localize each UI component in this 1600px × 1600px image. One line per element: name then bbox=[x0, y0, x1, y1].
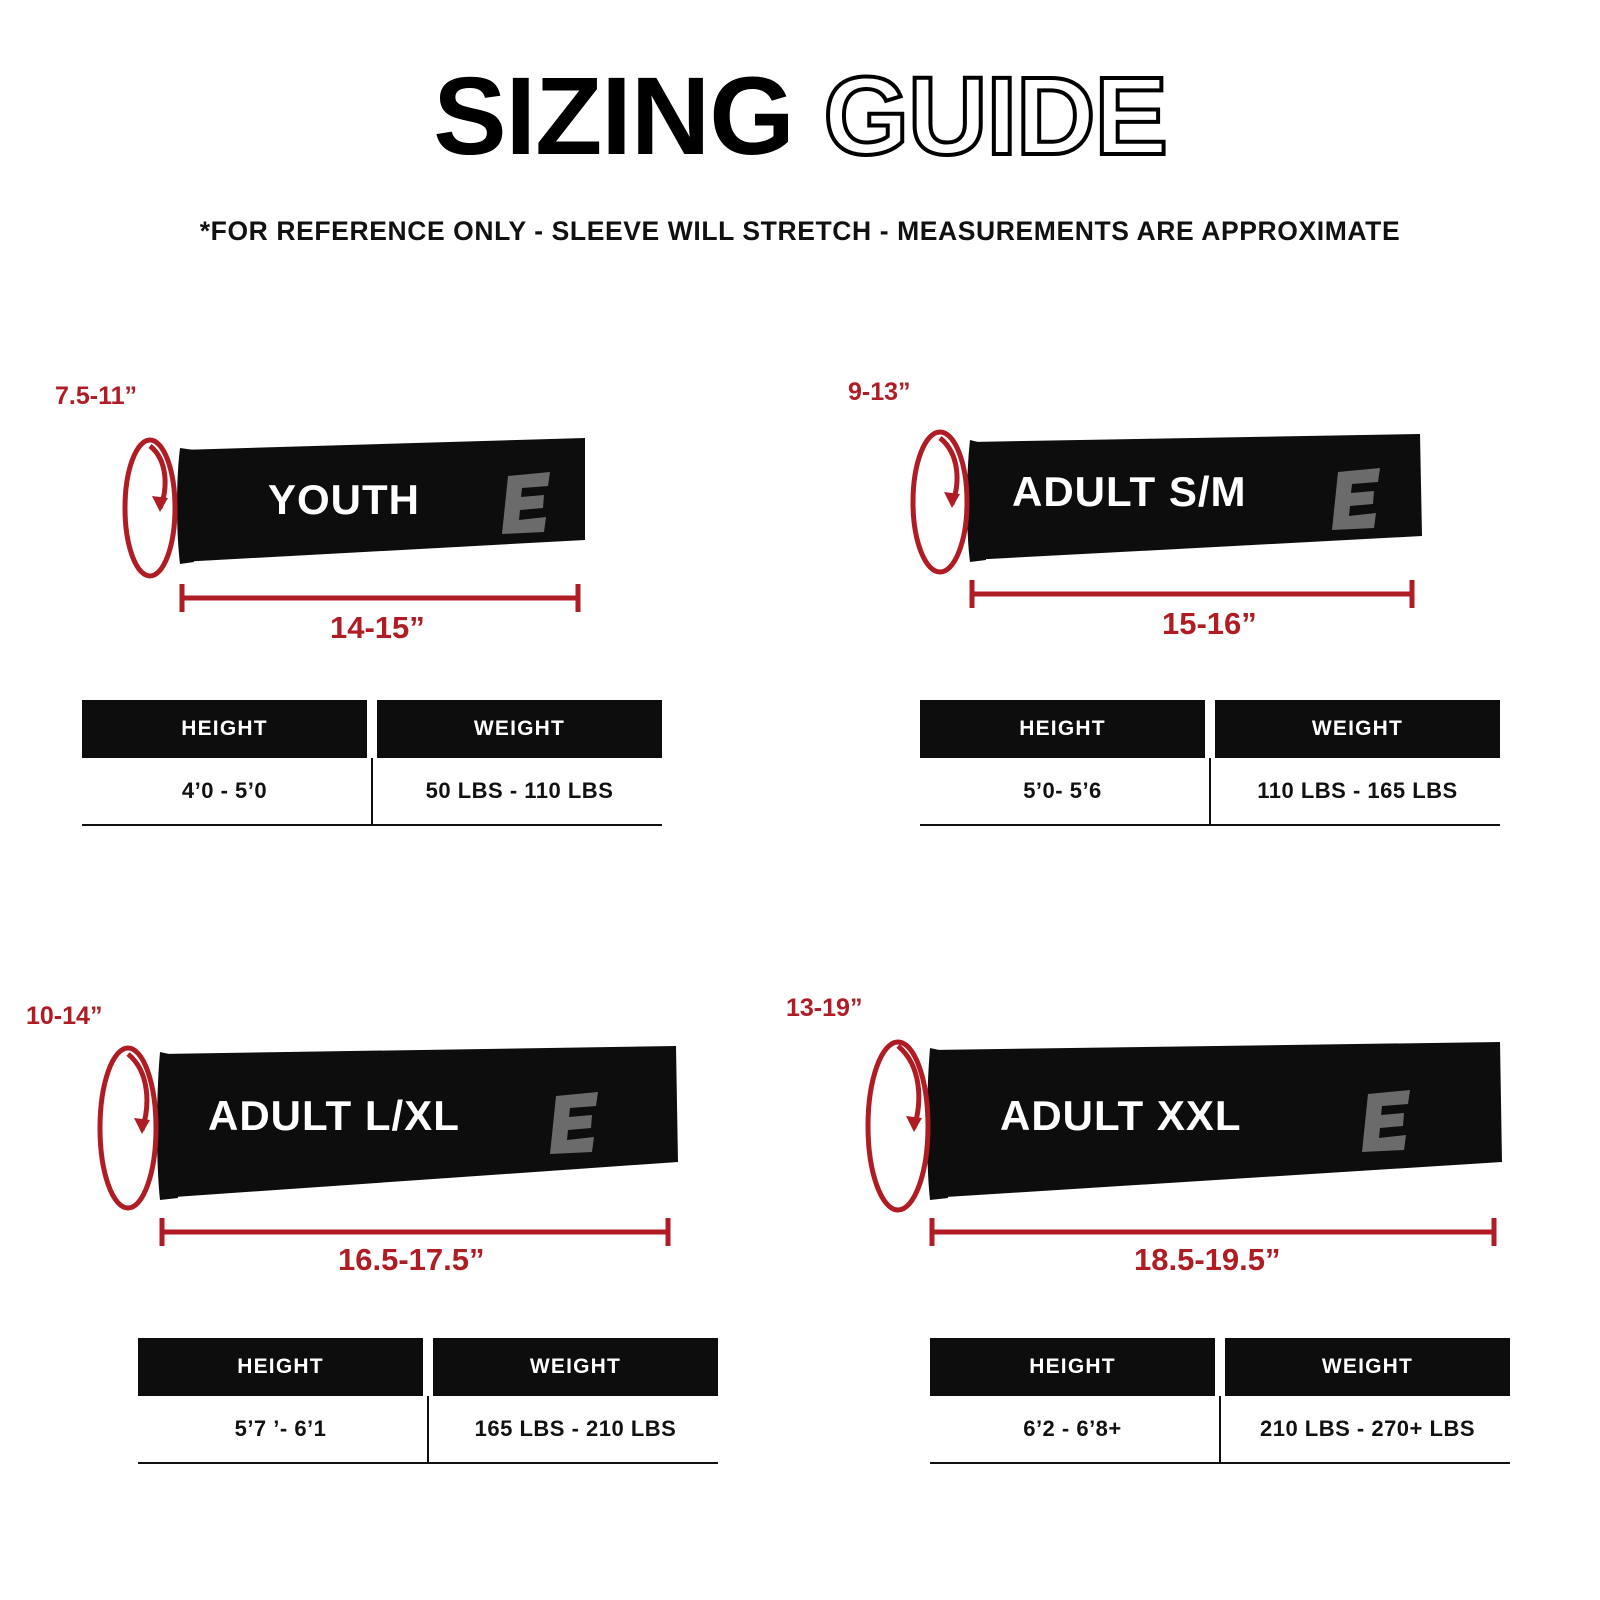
spec-value-height: 4’0 - 5’0 bbox=[181, 778, 268, 803]
sleeve-size-label: ADULT L/XL bbox=[208, 1092, 460, 1139]
spec-header-gap bbox=[423, 1338, 433, 1396]
spec-value-weight: 210 LBS - 270+ LBS bbox=[1259, 1416, 1476, 1441]
spec-table-adult-lxl bbox=[138, 1338, 718, 1464]
spec-header-weight: WEIGHT bbox=[1225, 1338, 1510, 1396]
spec-header-gap bbox=[1205, 700, 1215, 758]
spec-table-underline bbox=[138, 1462, 718, 1464]
spec-table-underline bbox=[930, 1462, 1510, 1464]
sleeve-illustration-adult-sm bbox=[800, 360, 1600, 660]
length-label: 16.5-17.5” bbox=[338, 1242, 485, 1277]
page-header bbox=[0, 0, 1600, 247]
size-panel-adult-lxl bbox=[0, 980, 800, 1560]
spec-value-weight: 165 LBS - 210 LBS bbox=[474, 1416, 677, 1441]
sleeve-size-label: ADULT S/M bbox=[1012, 468, 1247, 515]
spec-value-height: 5’7 ’- 6’1 bbox=[234, 1416, 327, 1441]
spec-table-header bbox=[138, 1338, 718, 1396]
page-title-outline: GUIDE bbox=[823, 55, 1167, 178]
spec-table-youth bbox=[82, 700, 662, 826]
sleeve-size-label: YOUTH bbox=[268, 476, 420, 523]
spec-table-header bbox=[920, 700, 1500, 758]
spec-table-row bbox=[138, 1396, 718, 1462]
spec-header-weight: WEIGHT bbox=[433, 1338, 718, 1396]
spec-table-row bbox=[920, 758, 1500, 824]
spec-row-divider bbox=[423, 1396, 433, 1462]
size-panel-adult-xxl bbox=[786, 980, 1600, 1560]
spec-row-divider bbox=[367, 758, 377, 824]
spec-row-divider bbox=[1215, 1396, 1225, 1462]
size-panel-youth bbox=[0, 360, 800, 940]
page-subtitle: *FOR REFERENCE ONLY - SLEEVE WILL STRETCH - MEASUREMENTS ARE APPROXIMATE bbox=[199, 216, 1401, 246]
spec-header-weight: WEIGHT bbox=[1215, 700, 1500, 758]
brand-logo-icon bbox=[1328, 468, 1384, 530]
sleeve-illustration-youth bbox=[0, 360, 800, 660]
spec-value-height: 6’2 - 6’8+ bbox=[1023, 1416, 1122, 1441]
brand-logo-icon bbox=[546, 1092, 602, 1154]
sleeve-size-label: ADULT XXL bbox=[1000, 1092, 1242, 1139]
spec-table-underline bbox=[920, 824, 1500, 826]
brand-logo-icon bbox=[498, 472, 554, 534]
spec-header-weight: WEIGHT bbox=[377, 700, 662, 758]
spec-table-header bbox=[82, 700, 662, 758]
spec-value-weight: 110 LBS - 165 LBS bbox=[1257, 778, 1458, 803]
spec-header-height: HEIGHT bbox=[920, 700, 1205, 758]
sleeve-illustration-adult-lxl bbox=[0, 980, 800, 1280]
spec-header-gap bbox=[1215, 1338, 1225, 1396]
spec-header-gap bbox=[367, 700, 377, 758]
size-panel-adult-sm bbox=[800, 360, 1600, 940]
spec-table-adult-sm bbox=[920, 700, 1500, 826]
spec-table-adult-xxl bbox=[930, 1338, 1510, 1464]
circumference-label: 9-13” bbox=[848, 378, 911, 406]
spec-header-height: HEIGHT bbox=[82, 700, 367, 758]
circumference-label: 7.5-11” bbox=[55, 382, 138, 410]
spec-row-divider bbox=[1205, 758, 1215, 824]
spec-table-header bbox=[930, 1338, 1510, 1396]
length-label: 18.5-19.5” bbox=[1134, 1242, 1281, 1277]
length-label: 15-16” bbox=[1162, 606, 1257, 641]
page-title bbox=[433, 55, 1167, 178]
length-label: 14-15” bbox=[330, 610, 425, 645]
page-title-solid: SIZING bbox=[433, 55, 794, 178]
spec-table-underline bbox=[82, 824, 662, 826]
spec-header-height: HEIGHT bbox=[138, 1338, 423, 1396]
brand-logo-icon bbox=[1358, 1090, 1414, 1152]
sleeve-illustration-adult-xxl bbox=[786, 980, 1600, 1280]
circumference-label: 13-19” bbox=[786, 994, 863, 1022]
spec-value-weight: 50 LBS - 110 LBS bbox=[425, 778, 614, 803]
spec-table-row bbox=[82, 758, 662, 824]
spec-header-height: HEIGHT bbox=[930, 1338, 1215, 1396]
spec-value-height: 5’0- 5’6 bbox=[1023, 778, 1102, 803]
circumference-label: 10-14” bbox=[26, 1002, 103, 1030]
spec-table-row bbox=[930, 1396, 1510, 1462]
